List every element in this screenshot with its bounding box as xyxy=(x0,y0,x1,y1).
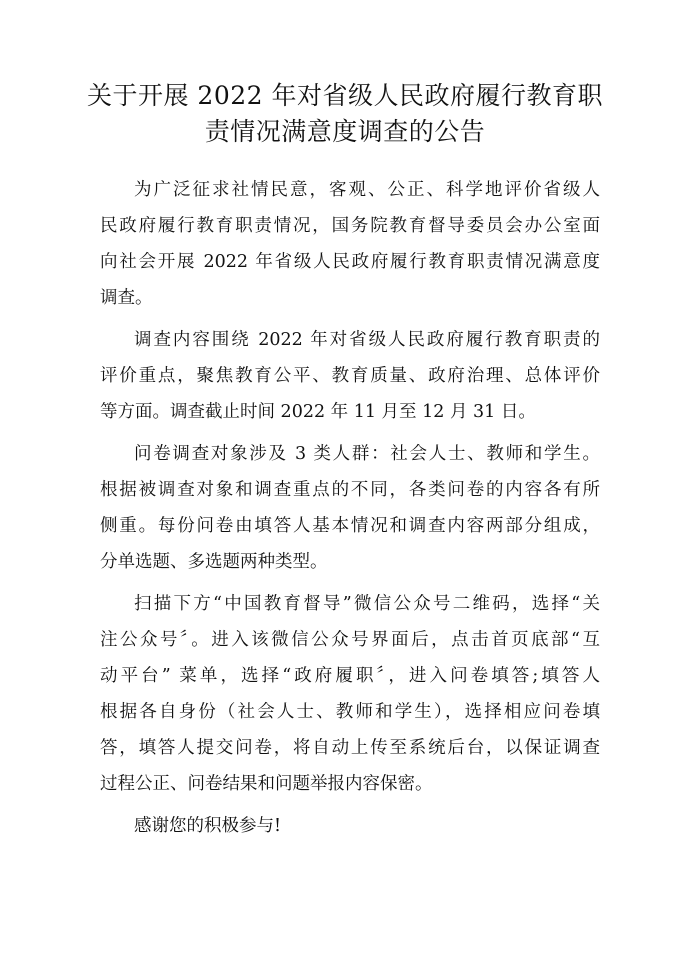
text-line: 评价重点，聚焦教育公平、教育质量、政府治理、总体评价 xyxy=(100,366,600,386)
text-line: 根据被调查对象和调查重点的不同，各类问卷的内容各有所 xyxy=(100,480,600,500)
text-line: 民政府履行教育职责情况，国务院教育督导委员会办公室面 xyxy=(100,216,600,236)
paragraph-content xyxy=(100,322,600,430)
paragraph-purpose xyxy=(100,172,600,316)
paragraph-thanks xyxy=(100,808,600,844)
title-line-1: 关于开展 2022 年对省级人民政府履行教育职 xyxy=(86,81,604,110)
page-title xyxy=(80,78,610,150)
text-line: 问卷调查对象涉及 3 类人群：社会人士、教师和学生。 xyxy=(134,444,600,464)
text-line: 等方面。调查截止时间 2022 年 11 月至 12 月 31 日。 xyxy=(100,402,536,422)
text-line: 调查。 xyxy=(100,288,153,308)
text-line: 根据各自身份（社会人士、教师和学生），选择相应问卷填 xyxy=(100,702,600,722)
text-line: 答，填答人提交问卷，将自动上传至系统后台，以保证调查 xyxy=(100,738,600,758)
text-line: 分单选题、多选题两种类型。 xyxy=(100,552,328,572)
text-line: 侧重。每份问卷由填答人基本情况和调查内容两部分组成， xyxy=(100,516,600,536)
text-line: 过程公正、问卷结果和问题举报内容保密。 xyxy=(100,774,433,794)
text-line: 感谢您的积极参与! xyxy=(134,816,282,836)
title-line-2: 责情况满意度调查的公告 xyxy=(204,117,486,146)
text-line: 向社会开展 2022 年省级人民政府履行教育职责情况满意度 xyxy=(100,252,600,272)
paragraph-survey-targets xyxy=(100,436,600,580)
text-line: 动平台” 菜单，选择“政府履职〞，进入问卷填答;填答人 xyxy=(100,666,600,686)
text-line: 调查内容围绕 2022 年对省级人民政府履行教育职责的 xyxy=(134,330,600,350)
document-body xyxy=(100,172,600,850)
text-line: 注公众号〞。进入该微信公众号界面后，点击首页底部“互 xyxy=(100,630,600,650)
text-line: 扫描下方“中国教育督导”微信公众号二维码，选择“关 xyxy=(134,594,600,614)
paragraph-instructions xyxy=(100,586,600,802)
text-line: 为广泛征求社情民意，客观、公正、科学地评价省级人 xyxy=(134,180,600,200)
